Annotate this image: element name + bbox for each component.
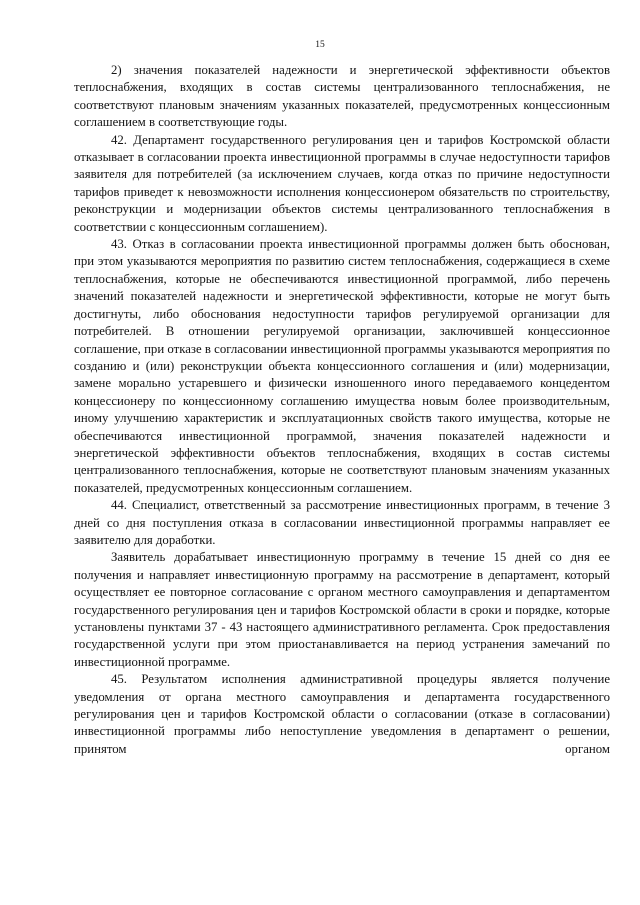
paragraph-clause-44: 44. Специалист, ответственный за рассмотрение инвестиционных программ, в течение 3 дней со дня поступления отказа в согласовании инвестиционной программы направляет ее заявителю для доработки. bbox=[74, 498, 610, 547]
paragraph-clause-45: 45. Результатом исполнения административной процедуры является получение уведомления от органа местного самоуправления и департамента государственного регулирования цен и тарифов Костромской области о согласовании (отказе в согласовании) инвестиционной программы либо непоступление уведомления в департамент о решении, принятом органом bbox=[74, 672, 610, 756]
page-number: 15 bbox=[315, 40, 325, 50]
paragraph-revision: Заявитель дорабатывает инвестиционную программу в течение 15 дней со дня ее получения и направляет инвестиционную программу на рассмотрение в департамент, который осуществляет ее повторное согласование с органом местного самоуправления и департаментом государственного регулирования цен и тарифов Костромской области в сроки и порядке, которые установлены пунктами 37 - 43 настоящего административного регламента. Срок предоставления государственной услуги при этом приостанавливается на период устранения замечаний по инвестиционной программе. bbox=[74, 550, 610, 669]
paragraph-item-2: 2) значения показателей надежности и энергетической эффективности объектов теплоснабжения, входящих в состав системы централизованного теплоснабжения, не соответствуют плановым значениям указанных показателей, предусмотренных концессионным соглашением в соответствующие годы. bbox=[74, 63, 610, 130]
document-body bbox=[74, 0, 610, 758]
paragraph-clause-43: 43. Отказ в согласовании проекта инвестиционной программы должен быть обоснован, при этом указываются мероприятия по развитию систем теплоснабжения, содержащиеся в схеме теплоснабжения, которые не обеспечиваются инвестиционной программой, либо перечень значений показателей надежности и энергетической эффективности, которые не могут быть достигнуты, либо обоснования недоступности тарифов регулируемой организации для потребителей. В отношении регулируемой организации, заключившей концессионное соглашение, при отказе в согласовании инвестиционной программы указываются мероприятия по созданию и (или) реконструкции объекта концессионного соглашения и (или) модернизации, замене морально устаревшего и физически изношенного иного передаваемого концедентом концессионеру по концессионному соглашению имущества новым более производительным, иному улучшению характеристик и эксплуатационных свойств такого имущества, которые не обеспечиваются инвестиционной программой, значения показателей надежности и энергетической эффективности объектов теплоснабжения, входящих в состав системы централизованного теплоснабжения, которые не соответствуют плановым значениям указанных показателей, предусмотренных концессионным соглашением. bbox=[74, 237, 610, 495]
paragraph-clause-42: 42. Департамент государственного регулирования цен и тарифов Костромской области отказывает в согласовании проекта инвестиционной программы в случае недоступности тарифов заявителя для потребителей (за исключением случаев, когда отказ по причине недоступности тарифов приведет к невозможности исполнения концессионером обязательств по строительству, реконструкции и модернизации объектов системы централизованного теплоснабжения в соответствии с концессионным соглашением). bbox=[74, 132, 610, 234]
